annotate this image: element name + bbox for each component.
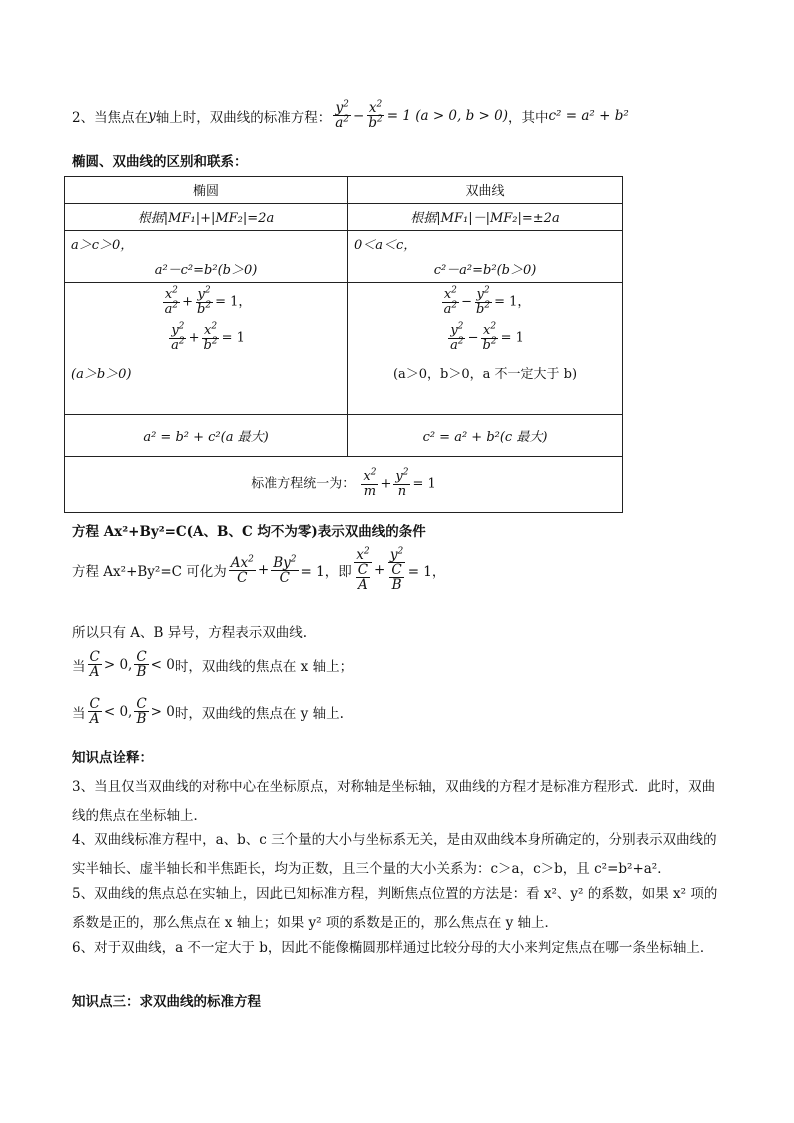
heading-compare: 椭圆、双曲线的区别和联系：: [72, 154, 248, 170]
line-case-x-axis: 当 $\frac{C}{A}$ > 0, $\frac{C}{B}$ < 0 时，双曲线的焦点在 x 轴上；: [72, 649, 354, 681]
unified-equation: 标准方程统一为： $\frac{x^2}{m}$ + $\frac{y^2}{n}$ = 1: [65, 457, 623, 513]
only-if-statement: 所以只有 A、B 异号，方程表示双曲线.: [72, 625, 308, 641]
equations-ellipse: $\frac{x^2}{a^2}$ + $\frac{y^2}{b^2}$ = 1， $\frac{y^2}{a^2}$ + $\frac{x^2}{b^2}$ = 1 (a＞b＞0): [65, 283, 348, 415]
fraction-x2-over-C-A: $\frac{x^2}{\frac{C}{A}}$: [356, 546, 370, 594]
line2-y-var: y: [148, 107, 156, 124]
heading-condition: 方程 Ax²+By²=C(A、B、C 均不为零)表示双曲线的条件: [72, 524, 426, 540]
heading-point-3: 知识点三：求双曲线的标准方程: [72, 994, 261, 1010]
fraction-y2-over-C-B: $\frac{y^2}{\frac{C}{B}}$: [389, 546, 404, 594]
note-6: 6、对于双曲线，a 不一定大于 b，因此不能像椭圆那样通过比较分母的大小来判定焦点在哪一条坐标轴上．: [72, 940, 714, 956]
line2-middle: 轴上时，双曲线的标准方程：: [155, 109, 332, 126]
note-3: 3、当且仅当双曲线的对称中心在坐标原点，对称轴是坐标轴，双曲线的方程才是标准方程形式．此时，双曲线的焦点在坐标轴上．: [72, 779, 716, 824]
ineq-ellipse: a＞c＞0， a²－c²=b²(b＞0): [65, 231, 348, 283]
equations-hyperbola: $\frac{x^2}{a^2}$ − $\frac{y^2}{b^2}$ = 1， $\frac{y^2}{a^2}$ − $\frac{x^2}{b^2}$ = 1 (a＞0，b＞0，a 不一定大于 b): [348, 283, 623, 415]
heading-notes: 知识点诠释：: [72, 750, 153, 766]
line-case-y-axis: 当 $\frac{C}{A}$ < 0, $\frac{C}{B}$ > 0 时，双曲线的焦点在 y 轴上.: [72, 696, 344, 728]
line-hyperbola-y-axis: 2、当焦点在 y 轴上时，双曲线的标准方程： $\frac{y^2}{a^2}$ − $\frac{x^2}{b^2}$ = 1 (a > 0, b > 0) ，其中 c² = a² + b²: [72, 99, 629, 132]
def-hyperbola: 根据|MF₁|－|MF₂|=±2a: [348, 204, 623, 231]
note-5: 5、双曲线的焦点总在实轴上，因此已知标准方程，判断焦点位置的方法是：看 x²、y² 的系数，如果 x² 项的系数是正的，那么焦点在 x 轴上；如果 y² 项的系数是正的，那么焦点在 y 轴上．: [72, 886, 718, 931]
line2-condition: = 1 (a > 0, b > 0): [386, 107, 508, 124]
header-hyperbola: 双曲线: [348, 177, 623, 204]
header-ellipse: 椭圆: [65, 177, 348, 204]
comparison-table: [64, 176, 623, 513]
line2-prefix: 2、当焦点在: [72, 109, 149, 126]
line-transform: 方程 Ax²+By²=C 可化为 $\frac{Ax^2}{C}$ + $\frac{By^2}{C}$ = 1，即 $\frac{x^2}{\frac{C}{A}}$ + $\frac{y^2}{\frac{C}{B}}$ = 1，: [72, 546, 446, 594]
note-4: 4、双曲线标准方程中，a、b、c 三个量的大小与坐标系无关，是由双曲线本身所确定的，分别表示双曲线的实半轴长、虚半轴长和半焦距长，均为正数，且三个量的大小关系为：c＞a，c＞b，且 c²=b²+a²．: [72, 832, 717, 877]
def-ellipse: 根据|MF₁|+|MF₂|=2a: [65, 204, 348, 231]
line2-relation: c² = a² + b²: [548, 107, 629, 124]
fraction-x2-b2: $\frac{x^2}{b^2}$: [368, 99, 383, 132]
relation-ellipse: a² = b² + c²(a 最大): [65, 415, 348, 457]
ineq-hyperbola: 0＜a＜c， c²－a²=b²(b＞0): [348, 231, 623, 283]
relation-hyperbola: c² = a² + b²(c 最大): [348, 415, 623, 457]
line2-suffix: ，其中: [508, 109, 549, 126]
fraction-y2-a2: $\frac{y^2}{a^2}$: [335, 99, 350, 132]
